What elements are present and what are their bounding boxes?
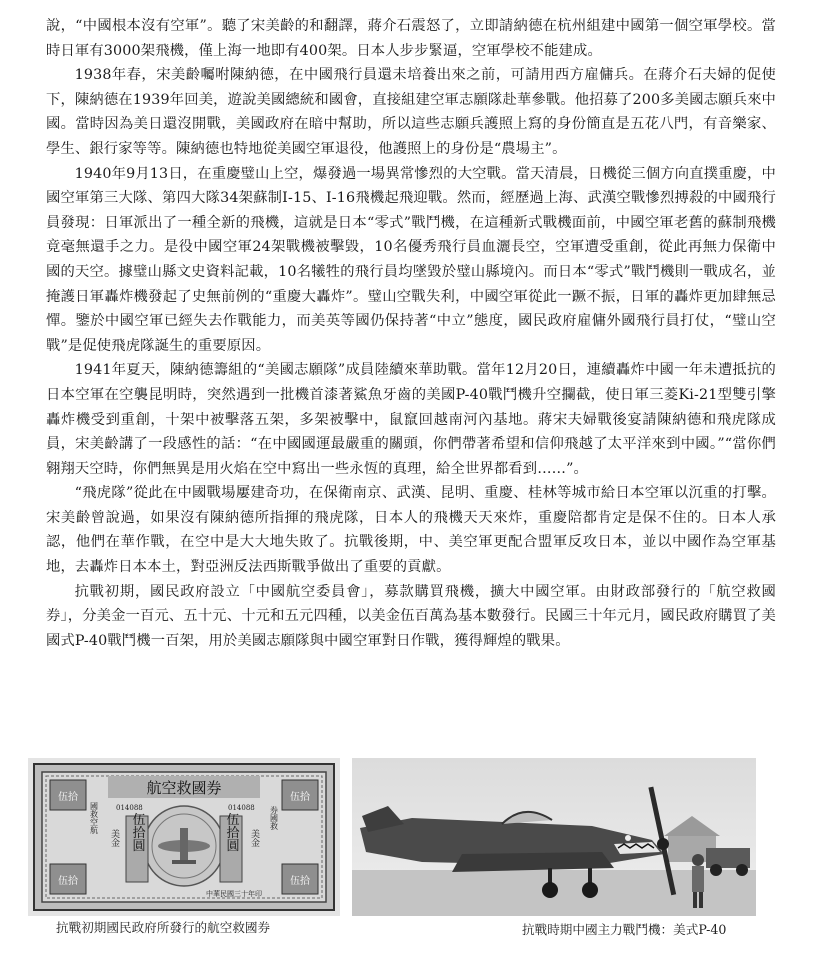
bond-corner-tr: 伍拾 — [290, 792, 310, 803]
paragraph-2: 1938年春，宋美齡囑咐陳納德，在中國飛行員還未培養出來之前，可請用西方雇傭兵。在蔣介石夫婦的促使下，陳納德在1939年回美，遊說美國總統和國會，直接組建空軍志願隊赴華參戰。他招募了200多美國志願兵來中國。當時因為美日還沒開戰，美國政府在暗中幫助，所以這些志願兵護照上寫的身份簡直是五花八門，有音樂家、學生、銀行家等等。陳納德也特地從美國空軍退役，他護照上的身份是“農場主”。 — [46, 67, 776, 157]
p40-illustration — [352, 758, 756, 916]
paragraph-1: 說，“中國根本沒有空軍”。聽了宋美齡的和翻譯，蔣介石震怒了，立即請納德在杭州組建中國第一個空軍學校。當時日軍有3000架飛機，僅上海一地即有400架。日本人步步緊逼，空軍學校不能建成。 — [46, 18, 776, 59]
paragraph-5: “飛虎隊”從此在中國戰場屢建奇功，在保衛南京、武漢、昆明、重慶、桂林等城市給日本空軍以沉重的打擊。宋美齡曾說過，如果沒有陳納德所指揮的飛虎隊，日本人的飛機天天來炸，重慶陪都肯定是保不住的。日本人承認，他們在華作戰，在空中是大大地失敗了。抗戰後期，中、美空軍更配合盟軍反攻日本，並以中國作為空軍基地，去轟炸日本本土，對亞洲反法西斯戰爭做出了重要的貢獻。 — [46, 485, 776, 576]
p40-photo — [352, 758, 756, 916]
paragraph-6: 抗戰初期，國民政府設立「中國航空委員會」，募款購買飛機，擴大中國空軍。由財政部發行的「航空救國券」，分美金一百元、五十元、十元和五元四種，以美金伍百萬為基本數發行。民國三十年元月，國民政府購買了美國式P-40戰鬥機一百架，用於美國志願隊與中國空軍對日作戰，獲得輝煌的戰果。 — [46, 583, 776, 649]
p40-caption: 抗戰時期中國主力戰鬥機：美式P-40 — [522, 922, 727, 937]
bond-side-right: 美金 — [249, 829, 259, 847]
bond-vertical-left: 國救空航 — [89, 802, 99, 834]
bond-vertical-right: 券國救 — [269, 806, 279, 830]
bond-corner-bl: 伍拾 — [58, 876, 78, 887]
aviation-bond-image — [28, 758, 340, 916]
bond-bottom-text: 中華民國三十年印 — [206, 890, 262, 898]
bond-serial-right: 014088 — [228, 804, 255, 812]
bond-side-left: 美金 — [109, 829, 119, 847]
paragraph-3: 1940年9月13日，在重慶璧山上空，爆發過一場異常慘烈的大空戰。當天清晨，日機從三個方向直撲重慶，中國空軍第三大隊、第四大隊34架蘇制I-15、I-16飛機起飛迎戰。然而，經歷過上海、武漢空戰慘烈搏殺的中國飛行員發現：日軍派出了一種全新的飛機，這就是日本“零式”戰鬥機，在這種新式戰機面前，中國空軍老舊的蘇制飛機竟毫無還手之力。是役中國空軍24架戰機被擊毀，10名優秀飛行員血灑長空，空軍遭受重創，從此再無力保衛中國的天空。據璧山縣文史資料記載，10名犧牲的飛行員均墜毀於璧山縣境內。而日本“零式”戰鬥機則一戰成名，並掩護日軍轟炸機發起了史無前例的“重慶大轟炸”。璧山空戰失利，中國空軍從此一蹶不振，日軍的轟炸更加肆無忌憚。鑒於中國空軍已經失去作戰能力，而美英等國仍保持著“中立”態度，國民政府雇傭外國飛行員打仗，“璧山空戰”是促使飛虎隊誕生的重要原因。 — [46, 165, 776, 354]
bond-value-right: 伍拾圓 — [223, 812, 239, 852]
bond-corner-tl: 伍拾 — [58, 792, 78, 803]
article-body — [46, 14, 776, 653]
bond-title: 航空救國券 — [146, 779, 222, 797]
paragraph-4: 1941年夏天，陳納德籌組的“美國志願隊”成員陸續來華助戰。當年12月20日，連續轟炸中國一年未遭抵抗的日本空軍在空襲昆明時，突然遇到一批機首漆著鯊魚牙齒的美國P-40戰鬥機升空攔截，使日軍三菱Ki-21型雙引擎轟炸機受到重創，十架中被擊落五架，多架被擊中，鼠竄回越南河內基地。蔣宋夫婦戰後宴請陳納德和飛虎隊成員，宋美齡講了一段感性的話：“在中國國運最嚴重的關頭，你們帶著希望和信仰飛越了太平洋來到中國。”“當你們翱翔天空時，你們無異是用火焰在空中寫出一些永恆的真理，給全世界都看到……”。 — [46, 362, 776, 477]
bond-corner-br: 伍拾 — [290, 876, 310, 887]
bond-serial-left: 014088 — [116, 804, 143, 812]
bond-illustration — [28, 758, 340, 916]
bond-caption: 抗戰初期國民政府所發行的航空救國券 — [56, 920, 271, 935]
bond-value-left: 伍拾圓 — [129, 812, 145, 852]
